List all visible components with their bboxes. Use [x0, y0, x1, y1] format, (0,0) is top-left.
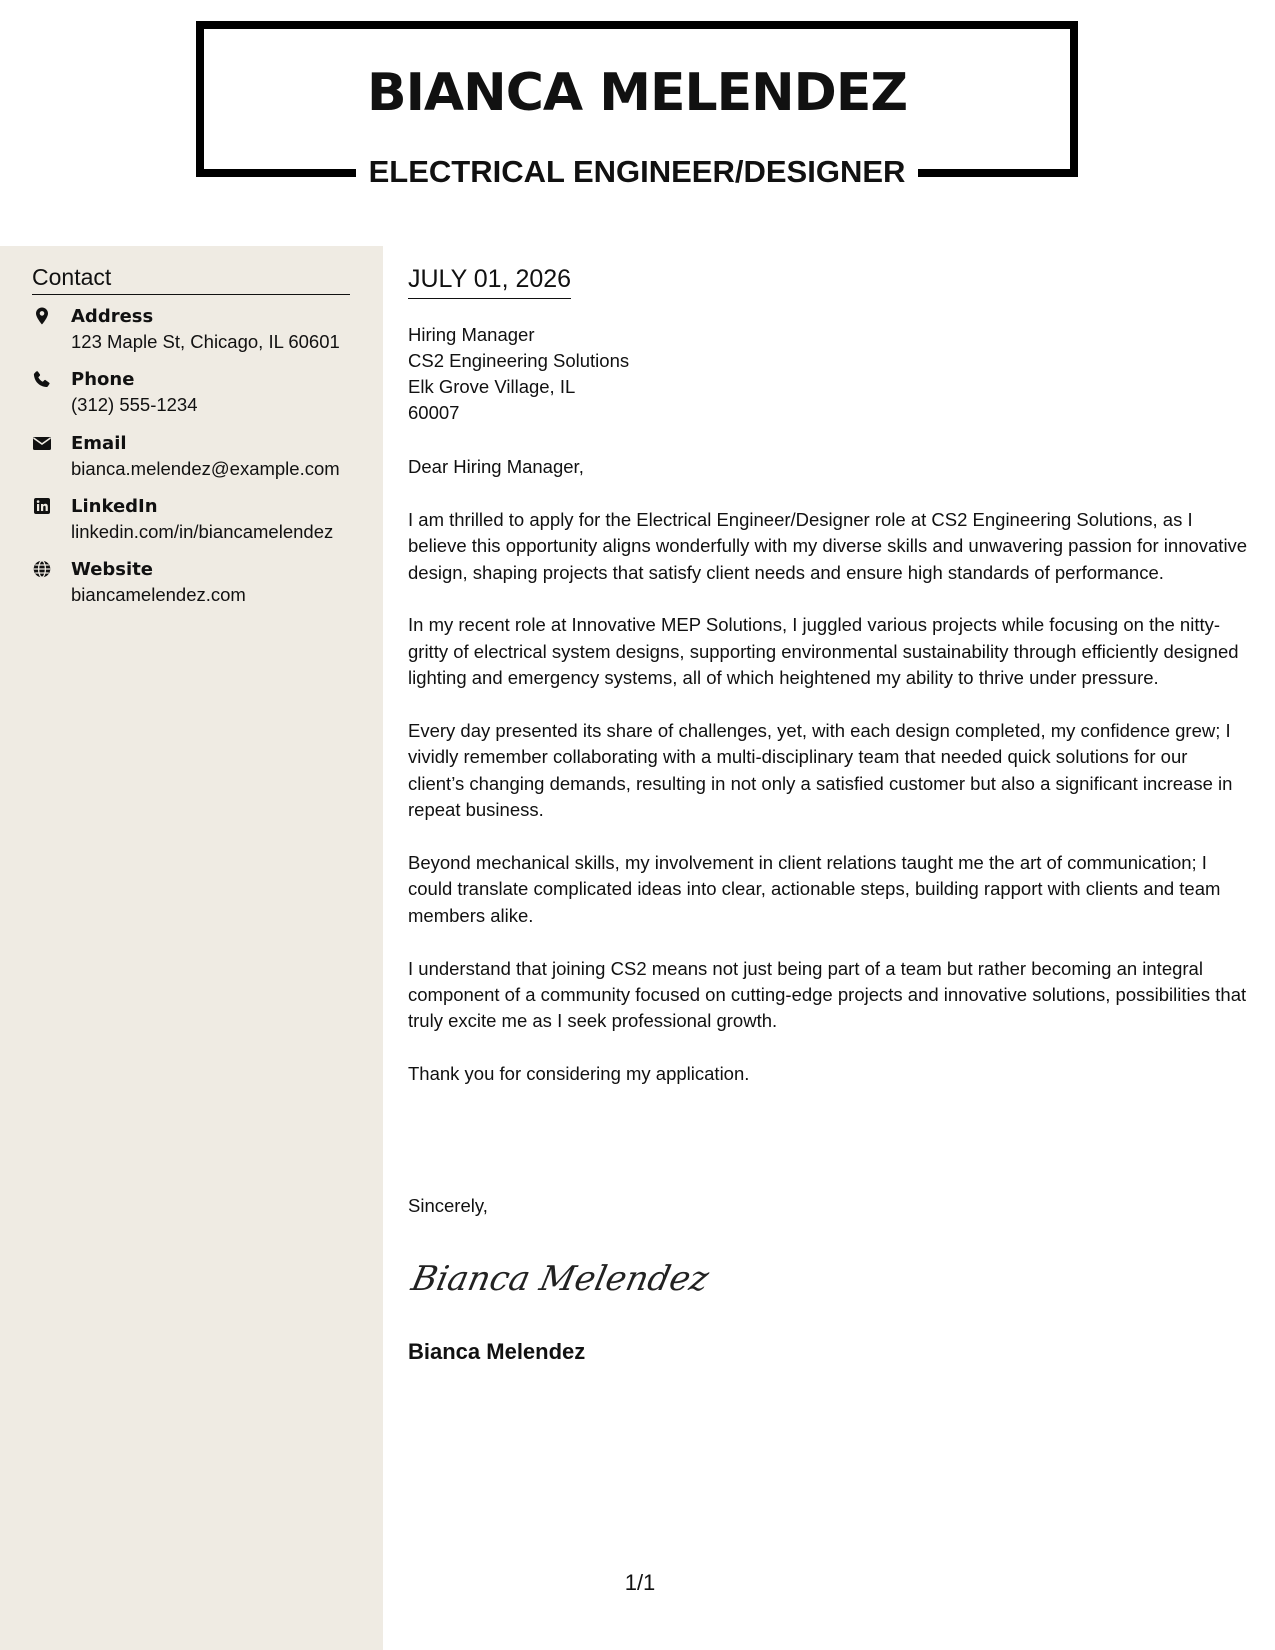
header-frame-bottom-right	[918, 169, 1078, 177]
recipient-line: 60007	[408, 402, 460, 423]
address-value: 123 Maple St, Chicago, IL 60601	[71, 331, 340, 352]
contact-label: Website	[71, 559, 154, 581]
job-title: ELECTRICAL ENGINEER/DESIGNER	[368, 154, 906, 189]
linkedin-value: linkedin.com/in/biancamelendez	[71, 520, 334, 542]
location-pin-icon	[32, 306, 52, 326]
contact-label: Phone	[71, 369, 135, 391]
globe-icon	[32, 559, 52, 579]
letter-paragraph: I understand that joining CS2 means not just being part of a team but rather becoming an integral component of a community focused on cutting-edge projects and innovative solutions, possibilities that truly excite me as I seek professional growth.	[408, 957, 1247, 1032]
recipient-line: Hiring Manager	[408, 324, 535, 345]
letter-paragraph: Beyond mechanical skills, my involvement in client relations taught me the art of communication; I could translate complicated ideas into clear, actionable steps, building rapport with clients and team members alike.	[408, 852, 1221, 926]
phone-value: (312) 555-1234	[71, 394, 198, 416]
header-frame-bottom-left	[196, 169, 356, 177]
letter-paragraph: In my recent role at Innovative MEP Solutions, I juggled various projects while focusing on the nitty-gritty of electrical system designs, supporting environmental sustainability through efficiently designed lighting and emergency systems, all of which heightened my ability to thrive under pressure.	[408, 614, 1239, 689]
handwritten-signature	[408, 1252, 713, 1302]
contact-item-address	[32, 304, 372, 367]
letter-date: JULY 01, 2026	[408, 262, 571, 299]
applicant-name: BIANCA MELENDEZ	[366, 63, 908, 123]
letter-paragraph: I am thrilled to apply for the Electrical Engineer/Designer role at CS2 Engineering Solutions, as I believe this opportunity aligns wonderfully with my diverse skills and unwavering passion for innovative design, shaping projects that satisfy client needs and ensure high standards of performance.	[408, 508, 1248, 583]
contact-item-phone	[32, 367, 372, 430]
contact-label: LinkedIn	[71, 495, 158, 517]
letter-content	[408, 454, 1248, 1114]
contact-label: Email	[71, 432, 127, 454]
recipient-line: CS2 Engineering Solutions	[408, 350, 630, 371]
website-value: biancamelendez.com	[71, 584, 246, 606]
contact-sidebar	[0, 246, 383, 1650]
page-number: 1/1	[624, 1570, 656, 1595]
contact-item-linkedin	[32, 494, 372, 557]
letter-paragraph: Thank you for considering my application.	[408, 1063, 750, 1085]
envelope-icon	[32, 433, 52, 453]
contact-label: Address	[71, 306, 154, 327]
contact-list	[32, 304, 372, 620]
signed-name: Bianca Melendez	[408, 1339, 586, 1364]
recipient-address	[408, 322, 629, 426]
phone-icon	[32, 369, 52, 389]
signature-text: Bianca Melendez	[408, 1259, 713, 1299]
contact-item-website	[32, 557, 372, 620]
header-frame-top	[196, 21, 1078, 29]
contact-item-email	[32, 431, 372, 494]
email-value: bianca.melendez@example.com	[71, 457, 340, 479]
recipient-line: Elk Grove Village, IL	[408, 376, 576, 397]
contact-heading: Contact	[32, 261, 350, 295]
letter-header	[0, 0, 1275, 240]
closing: Sincerely,	[408, 1195, 488, 1216]
salutation: Dear Hiring Manager,	[408, 456, 584, 477]
linkedin-icon	[32, 496, 52, 516]
letter-paragraph: Every day presented its share of challenges, yet, with each design completed, my confidence grew; I vividly remember collaborating with a multi-disciplinary team that needed quick solutions for our client’s changing demands, resulting in not only a satisfied customer but also a significant increase in repeat business.	[408, 720, 1233, 821]
